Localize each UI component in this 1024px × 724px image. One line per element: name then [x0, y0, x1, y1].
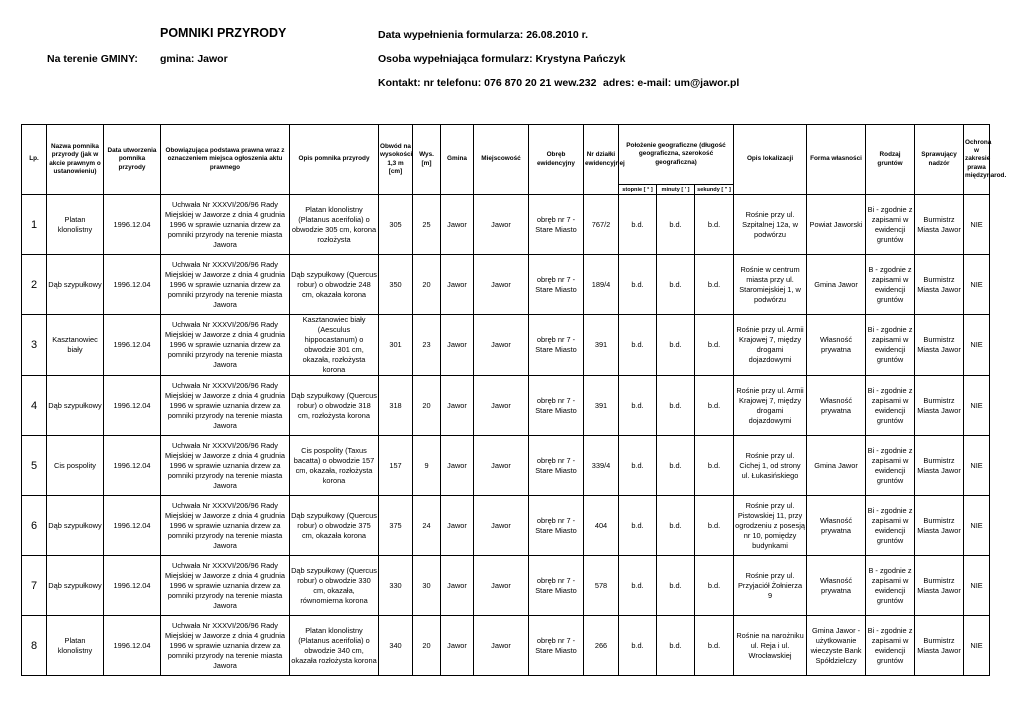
- col-sekundy: sekundy [ " ]: [695, 185, 734, 195]
- col-polozenie: Położenie geograficzne (długość geograficzna, szerokość geograficzna): [619, 125, 734, 185]
- cell-opis: Platan klonolistny (Platanus acerifolia) o obwodzie 305 cm, korona rozłożysta: [290, 195, 379, 255]
- cell-stopnie: b.d.: [619, 436, 657, 496]
- cell-lokalizacja: Rośnie przy ul. Pistowskiej 11, przy ogrodzeniu z posesją nr 10, pomiędzy budynkami: [734, 496, 807, 556]
- cell-gmina: Jawor: [441, 496, 474, 556]
- cell-data: 1996.12.04: [104, 255, 161, 315]
- cell-obreb: obręb nr 7 - Stare Miasto: [529, 376, 584, 436]
- cell-opis: Dąb szypułkowy (Quercus robur) o obwodzie 248 cm, okazała korona: [290, 255, 379, 315]
- cell-miejscowosc: Jawor: [474, 616, 529, 676]
- cell-obreb: obręb nr 7 - Stare Miasto: [529, 616, 584, 676]
- cell-lokalizacja: Rośnie przy ul. Cichej 1, od strony ul. Łukasińskiego: [734, 436, 807, 496]
- cell-lp: 7: [22, 556, 47, 616]
- cell-miejscowosc: Jawor: [474, 556, 529, 616]
- cell-sekundy: b.d.: [695, 376, 734, 436]
- cell-wys: 25: [413, 195, 441, 255]
- cell-lp: 3: [22, 315, 47, 376]
- gmina-value: gmina: Jawor: [160, 53, 228, 65]
- cell-ochrona: NIE: [964, 616, 990, 676]
- cell-data: 1996.12.04: [104, 496, 161, 556]
- col-ochrona: Ochrona w zakresie prawa międzynarod.: [964, 125, 990, 195]
- cell-data: 1996.12.04: [104, 376, 161, 436]
- cell-podstawa: Uchwała Nr XXXVI/206/96 Rady Miejskiej w Jaworze z dnia 4 grudnia 1996 w sprawie uznania drzew za pomniki przyrody na terenie miasta Jawora: [161, 496, 290, 556]
- cell-minuty: b.d.: [657, 496, 695, 556]
- col-dzialka: Nr działki ewidencyjnej: [584, 125, 619, 195]
- cell-podstawa: Uchwała Nr XXXVI/206/96 Rady Miejskiej w Jaworze z dnia 4 grudnia 1996 w sprawie uznania drzew za pomniki przyrody na terenie miasta Jawora: [161, 195, 290, 255]
- form-date: Data wypełnienia formularza: 26.08.2010 r.: [378, 29, 589, 41]
- cell-nadzor: Burmistrz Miasta Jawor: [915, 556, 964, 616]
- col-grunty: Rodzaj gruntów: [866, 125, 915, 195]
- cell-opis: Dąb szypułkowy (Quercus robur) o obwodzie 318 cm, rozłożysta korona: [290, 376, 379, 436]
- cell-nazwa: Dąb szypułkowy: [47, 556, 104, 616]
- cell-data: 1996.12.04: [104, 315, 161, 376]
- cell-nazwa: Dąb szypułkowy: [47, 255, 104, 315]
- cell-dzialka: 339/4: [584, 436, 619, 496]
- cell-sekundy: b.d.: [695, 616, 734, 676]
- cell-sekundy: b.d.: [695, 556, 734, 616]
- cell-minuty: b.d.: [657, 315, 695, 376]
- cell-podstawa: Uchwała Nr XXXVI/206/96 Rady Miejskiej w Jaworze z dnia 4 grudnia 1996 w sprawie uznania drzew za pomniki przyrody na terenie miasta Jawora: [161, 255, 290, 315]
- table-row: [22, 436, 990, 496]
- cell-grunty: Bi - zgodnie z zapisami w ewidencji gruntów: [866, 616, 915, 676]
- col-forma: Forma własności: [807, 125, 866, 195]
- table-row: [22, 616, 990, 676]
- cell-forma: Własność prywatna: [807, 315, 866, 376]
- cell-obreb: obręb nr 7 - Stare Miasto: [529, 436, 584, 496]
- cell-forma: Własność prywatna: [807, 376, 866, 436]
- cell-nadzor: Burmistrz Miasta Jawor: [915, 436, 964, 496]
- cell-gmina: Jawor: [441, 195, 474, 255]
- table-row: [22, 255, 990, 315]
- cell-lokalizacja: Rośnie przy ul. Armii Krajowej 7, między drogami dojazdowymi: [734, 315, 807, 376]
- cell-sekundy: b.d.: [695, 436, 734, 496]
- cell-data: 1996.12.04: [104, 616, 161, 676]
- cell-opis: Platan klonolistny (Platanus acerifolia) o obwodzie 340 cm, okazała rozłożysta korona: [290, 616, 379, 676]
- cell-stopnie: b.d.: [619, 195, 657, 255]
- cell-nadzor: Burmistrz Miasta Jawor: [915, 496, 964, 556]
- cell-miejscowosc: Jawor: [474, 376, 529, 436]
- col-data: Data utworzenia pomnika przyrody: [104, 125, 161, 195]
- cell-lokalizacja: Rośnie w centrum miasta przy ul. Staromiejskiej 1, w podwórzu: [734, 255, 807, 315]
- cell-ochrona: NIE: [964, 195, 990, 255]
- cell-lp: 5: [22, 436, 47, 496]
- cell-minuty: b.d.: [657, 255, 695, 315]
- col-lp: Lp.: [22, 125, 47, 195]
- cell-grunty: Bi - zgodnie z zapisami w ewidencji gruntów: [866, 376, 915, 436]
- cell-obwod: 340: [379, 616, 413, 676]
- cell-ochrona: NIE: [964, 376, 990, 436]
- col-obreb: Obręb ewidencyjny: [529, 125, 584, 195]
- cell-lokalizacja: Rośnie przy ul. Szpitalnej 12a, w podwórzu: [734, 195, 807, 255]
- cell-gmina: Jawor: [441, 616, 474, 676]
- cell-obreb: obręb nr 7 - Stare Miasto: [529, 315, 584, 376]
- table-row: [22, 195, 990, 255]
- cell-stopnie: b.d.: [619, 616, 657, 676]
- cell-miejscowosc: Jawor: [474, 195, 529, 255]
- cell-dzialka: 189/4: [584, 255, 619, 315]
- cell-sekundy: b.d.: [695, 496, 734, 556]
- table-body: [22, 195, 990, 676]
- cell-forma: Powiat Jaworski: [807, 195, 866, 255]
- cell-nadzor: Burmistrz Miasta Jawor: [915, 195, 964, 255]
- table-row: [22, 496, 990, 556]
- cell-ochrona: NIE: [964, 496, 990, 556]
- cell-opis: Cis pospolity (Taxus bacatta) o obwodzie 157 cm, okazała, rozłożysta korona: [290, 436, 379, 496]
- cell-minuty: b.d.: [657, 195, 695, 255]
- col-lokalizacja: Opis lokalizacji: [734, 125, 807, 195]
- cell-forma: Własność prywatna: [807, 496, 866, 556]
- cell-sekundy: b.d.: [695, 315, 734, 376]
- col-minuty: minuty [ ' ]: [657, 185, 695, 195]
- cell-stopnie: b.d.: [619, 496, 657, 556]
- cell-wys: 9: [413, 436, 441, 496]
- contact-phone: Kontakt: nr telefonu: 076 870 20 21 wew.232: [378, 77, 597, 89]
- cell-sekundy: b.d.: [695, 195, 734, 255]
- cell-lp: 8: [22, 616, 47, 676]
- cell-dzialka: 767/2: [584, 195, 619, 255]
- cell-ochrona: NIE: [964, 255, 990, 315]
- cell-wys: 20: [413, 376, 441, 436]
- col-gmina: Gmina: [441, 125, 474, 195]
- cell-podstawa: Uchwała Nr XXXVI/206/96 Rady Miejskiej w Jaworze z dnia 4 grudnia 1996 w sprawie uznania drzew za pomniki przyrody na terenie miasta Jawora: [161, 616, 290, 676]
- col-miejscowosc: Miejscowość: [474, 125, 529, 195]
- col-nazwa: Nazwa pomnika przyrody (jak w akcie prawnym o ustanowieniu): [47, 125, 104, 195]
- cell-forma: Gmina Jawor: [807, 436, 866, 496]
- table-row: [22, 556, 990, 616]
- cell-gmina: Jawor: [441, 255, 474, 315]
- cell-wys: 20: [413, 616, 441, 676]
- col-opis: Opis pomnika przyrody: [290, 125, 379, 195]
- form-filler: Osoba wypełniająca formularz: Krystyna Pańczyk: [378, 53, 626, 65]
- cell-nazwa: Dąb szypułkowy: [47, 376, 104, 436]
- cell-obwod: 318: [379, 376, 413, 436]
- cell-obwod: 301: [379, 315, 413, 376]
- page-title: POMNIKI PRZYRODY: [160, 26, 287, 40]
- cell-nadzor: Burmistrz Miasta Jawor: [915, 315, 964, 376]
- cell-grunty: Bi - zgodnie z zapisami w ewidencji gruntów: [866, 315, 915, 376]
- cell-forma: Gmina Jawor: [807, 255, 866, 315]
- cell-minuty: b.d.: [657, 556, 695, 616]
- col-wys: Wys. [m]: [413, 125, 441, 195]
- cell-podstawa: Uchwała Nr XXXVI/206/96 Rady Miejskiej w Jaworze z dnia 4 grudnia 1996 w sprawie uznania drzew za pomniki przyrody na terenie miasta Jawora: [161, 315, 290, 376]
- cell-nazwa: Platan klonolistny: [47, 195, 104, 255]
- cell-opis: Kasztanowiec biały (Aesculus hippocastanum) o obwodzie 301 cm, okazała, rozłożysta korona: [290, 315, 379, 376]
- cell-nadzor: Burmistrz Miasta Jawor: [915, 616, 964, 676]
- cell-nadzor: Burmistrz Miasta Jawor: [915, 376, 964, 436]
- cell-dzialka: 266: [584, 616, 619, 676]
- cell-lokalizacja: Rośnie na narożniku ul. Reja i ul. Wrocławskiej: [734, 616, 807, 676]
- cell-lokalizacja: Rośnie przy ul. Przyjaciół Żołnierza 9: [734, 556, 807, 616]
- cell-lp: 6: [22, 496, 47, 556]
- cell-stopnie: b.d.: [619, 315, 657, 376]
- cell-wys: 30: [413, 556, 441, 616]
- table-row: [22, 376, 990, 436]
- cell-miejscowosc: Jawor: [474, 255, 529, 315]
- cell-dzialka: 391: [584, 315, 619, 376]
- gminy-label: Na terenie GMINY:: [47, 53, 138, 65]
- cell-obwod: 330: [379, 556, 413, 616]
- cell-stopnie: b.d.: [619, 376, 657, 436]
- cell-nazwa: Cis pospolity: [47, 436, 104, 496]
- cell-miejscowosc: Jawor: [474, 496, 529, 556]
- cell-miejscowosc: Jawor: [474, 436, 529, 496]
- cell-nazwa: Kasztanowiec biały: [47, 315, 104, 376]
- cell-forma: Gmina Jawor - użytkowanie wieczyste Bank Spółdzielczy: [807, 616, 866, 676]
- cell-nadzor: Burmistrz Miasta Jawor: [915, 255, 964, 315]
- cell-wys: 23: [413, 315, 441, 376]
- cell-gmina: Jawor: [441, 315, 474, 376]
- cell-lp: 2: [22, 255, 47, 315]
- cell-minuty: b.d.: [657, 436, 695, 496]
- cell-obwod: 375: [379, 496, 413, 556]
- cell-wys: 24: [413, 496, 441, 556]
- cell-obreb: obręb nr 7 - Stare Miasto: [529, 556, 584, 616]
- cell-dzialka: 404: [584, 496, 619, 556]
- cell-lp: 4: [22, 376, 47, 436]
- cell-obwod: 305: [379, 195, 413, 255]
- cell-gmina: Jawor: [441, 376, 474, 436]
- cell-obreb: obręb nr 7 - Stare Miasto: [529, 255, 584, 315]
- cell-stopnie: b.d.: [619, 556, 657, 616]
- cell-podstawa: Uchwała Nr XXXVI/206/96 Rady Miejskiej w Jaworze z dnia 4 grudnia 1996 w sprawie uznania drzew za pomniki przyrody na terenie miasta Jawora: [161, 436, 290, 496]
- cell-grunty: Bi - zgodnie z zapisami w ewidencji gruntów: [866, 195, 915, 255]
- cell-gmina: Jawor: [441, 436, 474, 496]
- cell-sekundy: b.d.: [695, 255, 734, 315]
- cell-grunty: B - zgodnie z zapisami w ewidencji gruntów: [866, 255, 915, 315]
- cell-stopnie: b.d.: [619, 255, 657, 315]
- cell-wys: 20: [413, 255, 441, 315]
- cell-grunty: Bi - zgodnie z zapisami w ewidencji gruntów: [866, 496, 915, 556]
- cell-opis: Dąb szypułkowy (Quercus robur) o obwodzie 375 cm, okazała korona: [290, 496, 379, 556]
- col-obwod: Obwód na wysokości 1,3 m [cm]: [379, 125, 413, 195]
- cell-data: 1996.12.04: [104, 556, 161, 616]
- col-stopnie: stopnie [ ° ]: [619, 185, 657, 195]
- cell-miejscowosc: Jawor: [474, 315, 529, 376]
- cell-data: 1996.12.04: [104, 436, 161, 496]
- cell-grunty: B - zgodnie z zapisami w ewidencji gruntów: [866, 556, 915, 616]
- cell-opis: Dąb szypułkowy (Quercus robur) o obwodzie 330 cm, okazała, równomierna korona: [290, 556, 379, 616]
- cell-lokalizacja: Rośnie przy ul. Armii Krajowej 7, między drogami dojazdowymi: [734, 376, 807, 436]
- cell-ochrona: NIE: [964, 436, 990, 496]
- cell-minuty: b.d.: [657, 376, 695, 436]
- cell-dzialka: 391: [584, 376, 619, 436]
- col-podstawa: Obowiązująca podstawa prawna wraz z oznaczeniem miejsca ogłoszenia aktu prawnego: [161, 125, 290, 195]
- cell-nazwa: Dąb szypułkowy: [47, 496, 104, 556]
- cell-ochrona: NIE: [964, 556, 990, 616]
- cell-grunty: Bi - zgodnie z zapisami w ewidencji gruntów: [866, 436, 915, 496]
- cell-podstawa: Uchwała Nr XXXVI/206/96 Rady Miejskiej w Jaworze z dnia 4 grudnia 1996 w sprawie uznania drzew za pomniki przyrody na terenie miasta Jawora: [161, 376, 290, 436]
- contact-email: adres: e-mail: um@jawor.pl: [603, 77, 740, 89]
- cell-lp: 1: [22, 195, 47, 255]
- cell-podstawa: Uchwała Nr XXXVI/206/96 Rady Miejskiej w Jaworze z dnia 4 grudnia 1996 w sprawie uznania drzew za pomniki przyrody na terenie miasta Jawora: [161, 556, 290, 616]
- col-nadzor: Sprawujący nadzór: [915, 125, 964, 195]
- cell-obreb: obręb nr 7 - Stare Miasto: [529, 195, 584, 255]
- monuments-table: [21, 124, 1007, 676]
- cell-obwod: 350: [379, 255, 413, 315]
- cell-minuty: b.d.: [657, 616, 695, 676]
- cell-gmina: Jawor: [441, 556, 474, 616]
- table-row: [22, 315, 990, 376]
- cell-ochrona: NIE: [964, 315, 990, 376]
- cell-forma: Własność prywatna: [807, 556, 866, 616]
- cell-dzialka: 578: [584, 556, 619, 616]
- cell-data: 1996.12.04: [104, 195, 161, 255]
- cell-obreb: obręb nr 7 - Stare Miasto: [529, 496, 584, 556]
- cell-obwod: 157: [379, 436, 413, 496]
- cell-nazwa: Platan klonolistny: [47, 616, 104, 676]
